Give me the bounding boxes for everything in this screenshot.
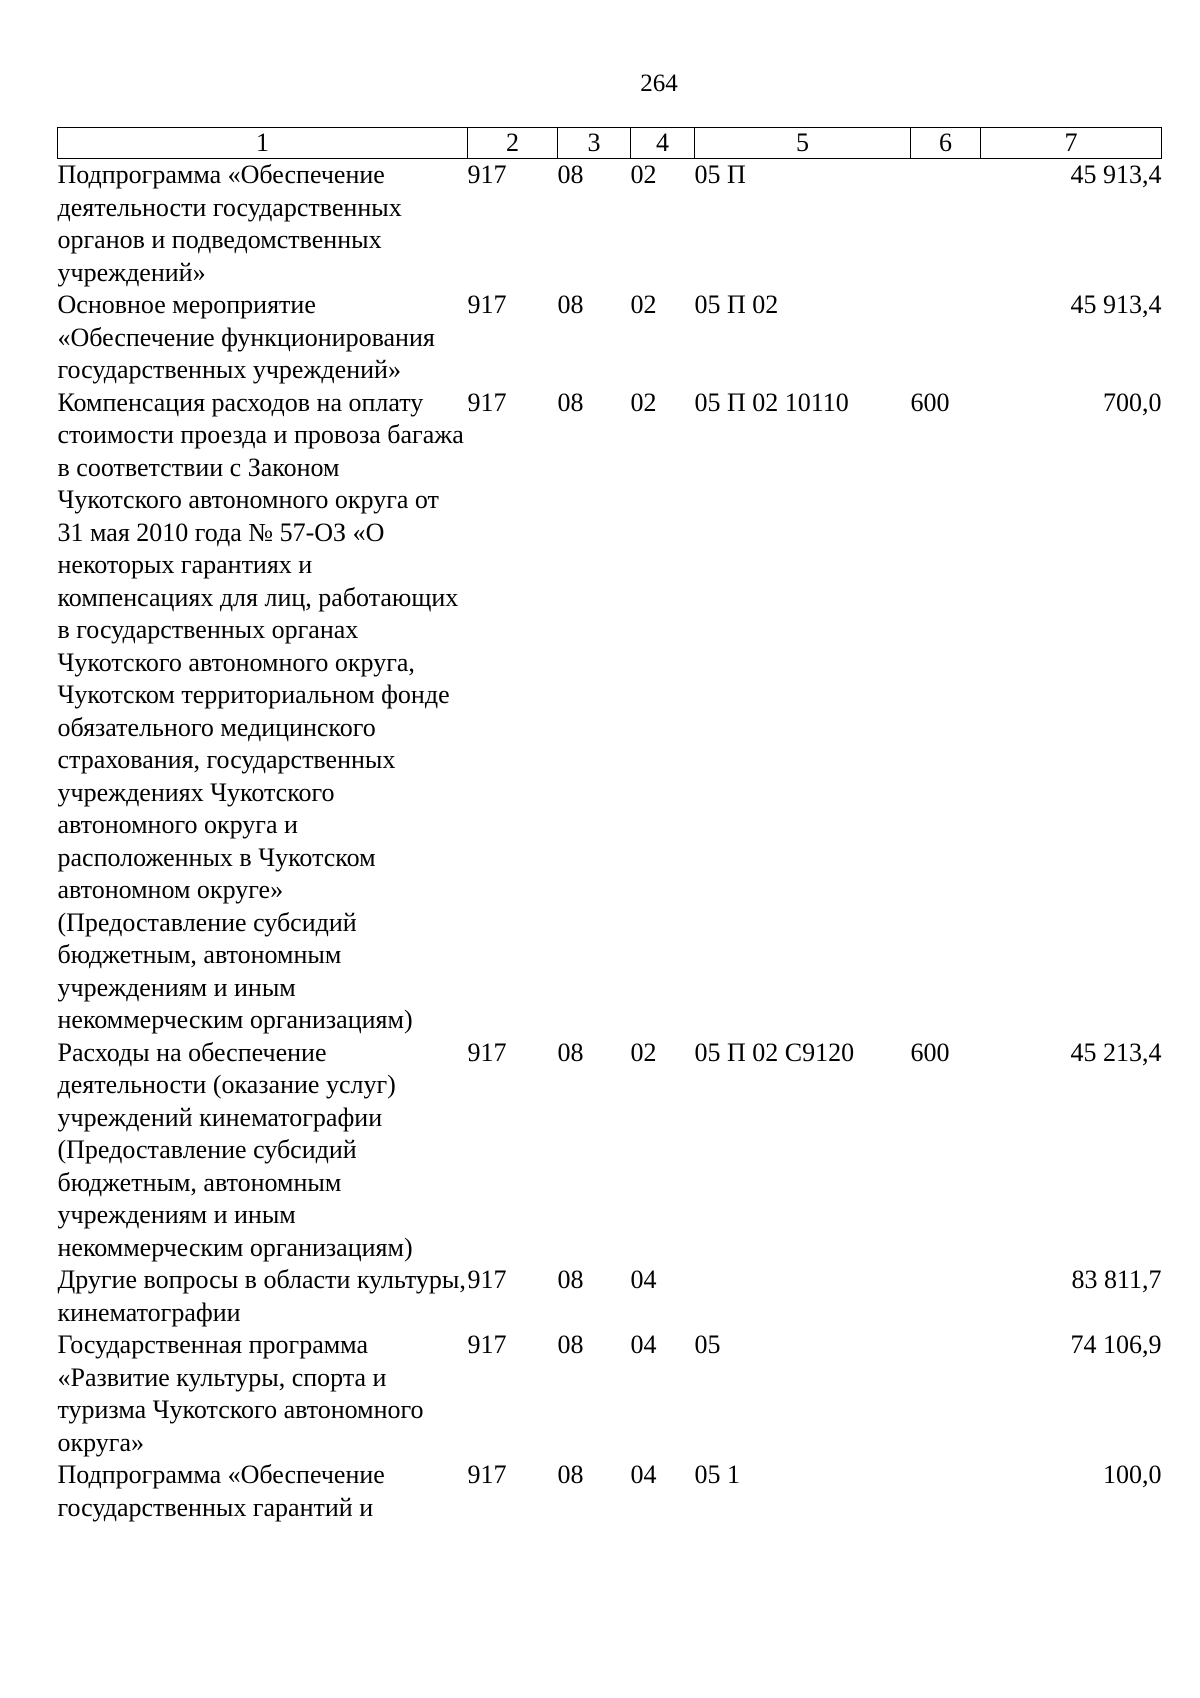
header-col-4: 4 (631, 128, 695, 159)
row-name: Подпрограмма «Обеспечение государственных гарантий и (57, 1460, 385, 1522)
header-col-5: 5 (695, 128, 911, 159)
row-amount: 100,0 (1103, 1460, 1162, 1489)
page-number: 264 (640, 70, 678, 97)
row-ministry: 917 (467, 1037, 507, 1067)
row-expense-type (911, 1329, 981, 1459)
row-subsection: 02 (630, 290, 657, 319)
table-row (58, 289, 1162, 387)
row-expense-type: 600 (910, 387, 950, 417)
row-ministry: 917 (467, 387, 507, 417)
row-ministry: 917 (467, 1460, 507, 1489)
row-target: 05 П 02 С9120 (694, 1037, 855, 1067)
row-section: 08 (557, 160, 584, 189)
row-section: 08 (557, 1330, 584, 1359)
row-section: 08 (557, 1265, 584, 1294)
row-amount: 83 811,7 (1071, 1265, 1162, 1294)
header-col-6: 6 (911, 128, 981, 159)
header-col-1: 1 (58, 128, 468, 159)
row-target: 05 П 02 (694, 290, 779, 319)
row-subsection: 04 (630, 1330, 657, 1359)
row-target: 05 1 (694, 1460, 740, 1489)
header-col-2: 2 (468, 128, 558, 159)
row-name: Основное мероприятие «Обеспечение функционирования государственных учреждений» (57, 290, 435, 384)
row-amount: 74 106,9 (1070, 1330, 1162, 1359)
row-target: 05 П (694, 160, 746, 189)
row-amount: 45 913,4 (1070, 290, 1162, 319)
row-ministry: 917 (467, 1330, 507, 1359)
row-target (695, 1264, 911, 1329)
header-col-7: 7 (981, 128, 1162, 159)
row-subsection: 02 (630, 387, 657, 417)
row-section: 08 (557, 1037, 584, 1067)
row-subsection: 04 (630, 1460, 657, 1489)
table-row (58, 1459, 1162, 1524)
row-ministry: 917 (467, 290, 507, 319)
table-row (58, 1264, 1162, 1329)
row-name: Другие вопросы в области культуры, кинематографии (57, 1265, 466, 1327)
row-section: 08 (557, 387, 584, 417)
row-expense-type (911, 159, 981, 290)
row-expense-type (911, 289, 981, 387)
row-target: 05 (694, 1330, 721, 1359)
row-section: 08 (557, 1460, 584, 1489)
row-subsection: 04 (630, 1265, 657, 1294)
table-row (58, 1037, 1162, 1265)
row-name: Расходы на обеспечение деятельности (оказание услуг) учреждений кинематографии (Предоставление субсидий бюджетным, автономным учреждениям и иным некоммерческим организациям) (57, 1037, 413, 1262)
row-section: 08 (557, 290, 584, 319)
row-name: Государственная программа «Развитие культуры, спорта и туризма Чукотского автономного округа» (57, 1330, 424, 1457)
row-expense-type (911, 1459, 981, 1524)
row-ministry: 917 (467, 160, 507, 189)
table-row (58, 1329, 1162, 1459)
row-amount: 45 913,4 (1070, 160, 1162, 189)
row-subsection: 02 (630, 1037, 657, 1067)
table-row (58, 159, 1162, 290)
row-expense-type: 600 (910, 1037, 950, 1067)
row-target: 05 П 02 10110 (694, 387, 849, 417)
budget-table (57, 127, 1162, 1524)
row-expense-type (911, 1264, 981, 1329)
row-ministry: 917 (467, 1265, 507, 1294)
row-name: Компенсация расходов на оплату стоимости проезда и провоза багажа в соответствии с Законом Чукотского автономного округа от 31 мая 2010 года № 57-ОЗ «О некоторых гарантиях и компенсациях для лиц, работающих в государственных органах Чукотского автономного округа, Чукотском территориальном фонде обязательного медицинского страхования, государственных учреждениях Чукотского автономного округа и расположенных в Чукотском автономном округе» (Предоставление субсидий бюджетным, автономным учреждениям и иным некоммерческим организациям) (57, 387, 464, 1034)
row-subsection: 02 (630, 160, 657, 189)
row-name: Подпрограмма «Обеспечение деятельности государственных органов и подведомственных учреждений» (57, 160, 402, 287)
table-row (58, 387, 1162, 1037)
header-col-3: 3 (558, 128, 631, 159)
header-row (58, 128, 1162, 159)
row-amount: 45 213,4 (1070, 1037, 1162, 1067)
row-amount: 700,0 (1103, 387, 1162, 417)
